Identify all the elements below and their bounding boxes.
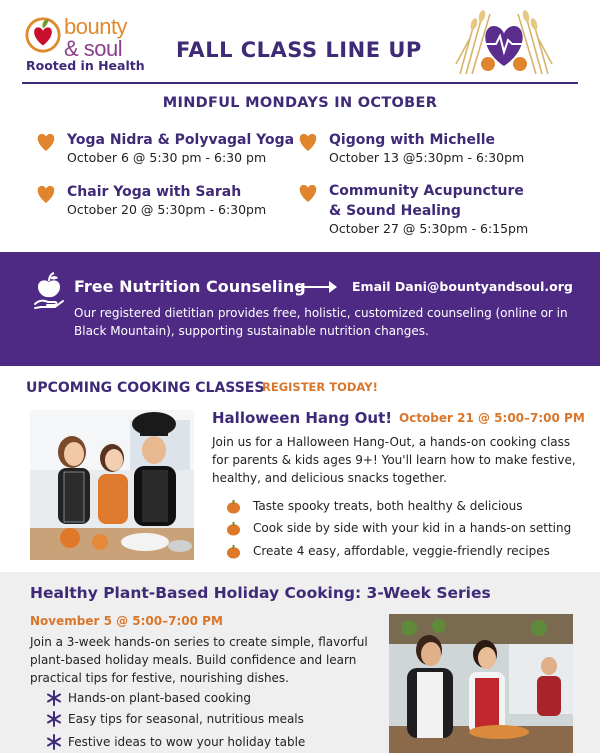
heart-heartbeat-wheat-icon (452, 4, 556, 76)
bullet-text: Festive ideas to wow your holiday table (68, 735, 306, 749)
heart-leaf-logo-icon (24, 16, 62, 54)
header (0, 0, 600, 84)
holiday-title: Healthy Plant-Based Holiday Cooking: 3-Week Series (30, 584, 491, 602)
holiday-description: Join a 3-week hands-on series to create simple, flavorful plant-based holiday meals. Build confidence and learn practical tips for festive, nourishing dishes. (30, 635, 368, 685)
bullet-text: Create 4 easy, affordable, veggie-friendly recipes (253, 544, 550, 558)
adults-cooking-photo (389, 614, 573, 753)
bullet-text: Cook side by side with your kid in a hands-on setting (253, 521, 572, 535)
halloween-description: Join us for a Halloween Hang-Out, a hands-on cooking class for parents & kids ages 9+! You'll learn how to make festive, healthy, and delicious snacks together. (212, 435, 576, 485)
class-item-yoga-nidra (35, 130, 295, 172)
snowflake-icon (46, 711, 62, 727)
bullet-text: Hands-on plant-based cooking (68, 691, 251, 705)
class-date: October 13 @5:30pm - 6:30pm (329, 150, 525, 165)
heart-icon (35, 132, 57, 152)
pumpkin-icon (226, 521, 241, 536)
halloween-title: Halloween Hang Out! (212, 409, 393, 427)
header-divider (22, 82, 578, 84)
class-name-line1: Community Acupuncture (329, 183, 524, 199)
halloween-date: October 21 @ 5:00–7:00 PM (399, 411, 585, 425)
mindful-mondays-title: MINDFUL MONDAYS IN OCTOBER (162, 95, 438, 111)
class-item-chair-yoga (35, 182, 295, 224)
register-link[interactable]: REGISTER TODAY! (262, 380, 378, 394)
brand-name-line2: & soul (64, 36, 123, 61)
list-item (46, 734, 366, 752)
brand-name-line1: bounty (64, 14, 128, 39)
email-link[interactable]: Email Dani@bountyandsoul.org (352, 279, 573, 294)
heart-icon (297, 132, 319, 152)
apple-hand-icon (33, 272, 65, 310)
class-name: Yoga Nidra & Polyvagal Yoga (67, 132, 295, 148)
heart-icon (35, 184, 57, 204)
class-name: Qigong with Michelle (329, 132, 496, 148)
holiday-date: November 5 @ 5:00–7:00 PM (30, 614, 223, 628)
list-item (226, 498, 586, 516)
class-date: October 27 @ 5:30pm - 6:15pm (329, 221, 529, 236)
brand-tagline: Rooted in Health (26, 58, 145, 73)
nutrition-title: Free Nutrition Counseling (74, 277, 306, 296)
class-date: October 20 @ 5:30pm - 6:30pm (67, 202, 267, 217)
cooking-classes-title: UPCOMING COOKING CLASSES (26, 380, 265, 396)
class-item-qigong (297, 130, 557, 172)
list-item (226, 543, 586, 561)
nutrition-description: Our registered dietitian provides free, holistic, customized counseling (online or in Black Mountain), supporting sustainable nutrition changes. (74, 306, 568, 338)
list-item (226, 520, 586, 538)
snowflake-icon (46, 690, 62, 706)
pumpkin-icon (226, 499, 241, 514)
list-item (46, 711, 366, 729)
class-name: Chair Yoga with Sarah (67, 184, 242, 200)
brand-logo[interactable] (24, 12, 154, 74)
bullet-text: Taste spooky treats, both healthy & delicious (253, 499, 523, 513)
class-date: October 6 @ 5:30 pm - 6:30 pm (67, 150, 267, 165)
arrow-right-icon (297, 280, 337, 294)
page-title: FALL CLASS LINE UP (176, 38, 422, 62)
class-name-line2: & Sound Healing (329, 203, 461, 219)
class-item-acupuncture (297, 181, 577, 243)
list-item (46, 690, 366, 708)
pumpkin-icon (226, 544, 241, 559)
kids-cooking-photo (30, 410, 194, 560)
heart-icon (297, 183, 319, 203)
bullet-text: Easy tips for seasonal, nutritious meals (68, 712, 304, 726)
snowflake-icon (46, 734, 62, 750)
